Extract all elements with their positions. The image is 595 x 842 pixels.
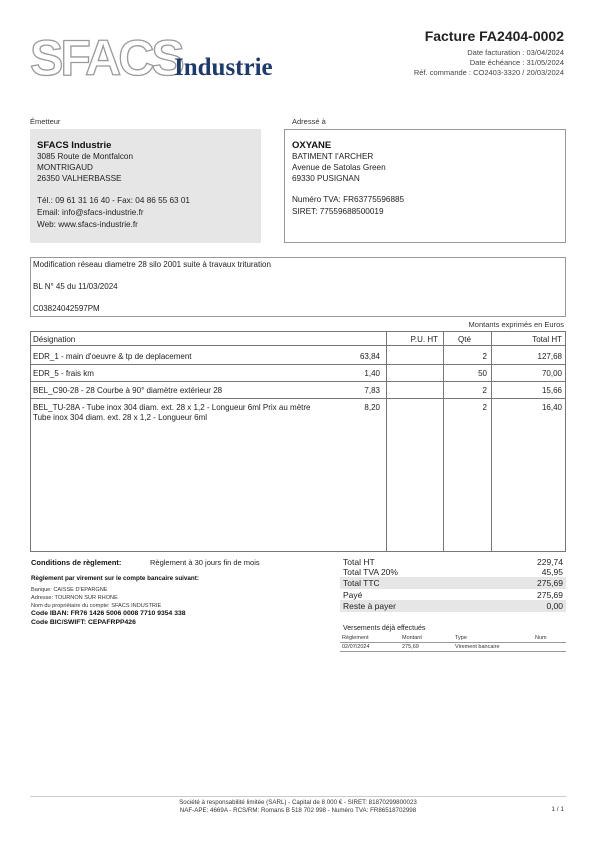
- invoice-due-date: Date échéance : 31/05/2024: [469, 58, 564, 67]
- item-unit-price: 63,84: [359, 352, 380, 361]
- company-logo: SFACS: [30, 30, 182, 86]
- payments-separator: [340, 642, 566, 643]
- emitter-city: MONTRIGAUD: [37, 163, 93, 172]
- total-ht-label: Total HT: [343, 557, 375, 567]
- recipient-tva: Numéro TVA: FR63775596885: [292, 195, 405, 204]
- total-tva-label: Total TVA 20%: [343, 567, 398, 577]
- remaining-value: 0,00: [546, 601, 563, 611]
- remaining-row: [340, 600, 566, 612]
- bank-iban: Code IBAN: FR76 1426 5006 0008 7710 9354 338: [31, 610, 186, 617]
- bank-address: Adresse: TOURNON SUR RHONE: [31, 595, 118, 601]
- remaining-label: Reste à payer: [343, 601, 396, 611]
- bank-bic: Code BIC/SWIFT: CEPAFRPP426: [31, 619, 136, 626]
- total-tva-value: 45,95: [541, 567, 563, 577]
- items-table: [30, 331, 566, 552]
- recipient-siret: SIRET: 77559688500019: [292, 207, 384, 216]
- row-divider: [31, 364, 565, 365]
- emitter-name: SFACS Industrie: [37, 140, 112, 151]
- payment-terms-value: Règlement à 30 jours fin de mois: [150, 558, 260, 567]
- emitter-postcode: 26350 VALHERBASSE: [37, 174, 122, 183]
- item-quantity: 2: [482, 386, 487, 395]
- item-quantity: 50: [478, 369, 487, 378]
- payments-title: Versements déjà effectués: [343, 625, 426, 632]
- item-quantity: 2: [482, 352, 487, 361]
- emitter-phone: Tél.: 09 61 31 16 40 - Fax: 04 86 55 63 01: [37, 196, 190, 205]
- invoice-date: Date facturation : 03/04/2024: [467, 48, 564, 57]
- item-quantity: 2: [482, 403, 487, 412]
- account-owner: Nom du propriétaire du compte: SFACS INDUSTRIE: [31, 603, 162, 609]
- payment-date: 02/07/2024: [342, 644, 370, 650]
- recipient-label: Adressé à: [292, 117, 326, 126]
- invoice-title: Facture FA2404-0002: [424, 28, 564, 44]
- item-designation: EDR_1 - main d'oeuvre & tp de deplacement: [33, 352, 192, 361]
- item-unit-price: 8,20: [364, 403, 380, 412]
- header-divider: [31, 345, 565, 346]
- order-reference: Réf. commande : CO2403-3320 / 20/03/2024: [413, 68, 564, 77]
- item-total: 127,68: [537, 352, 562, 361]
- note-delivery: BL N° 45 du 11/03/2024: [33, 282, 118, 291]
- row-divider: [31, 398, 565, 399]
- row-divider: [31, 381, 565, 382]
- currency-note: Montants exprimés en Euros: [468, 320, 564, 329]
- item-unit-price: 7,83: [364, 386, 380, 395]
- emitter-address: 3085 Route de Montfalcon: [37, 152, 134, 161]
- payment-type: Virement bancaire: [455, 644, 500, 650]
- bank-transfer-label: Règlement par virement sur le compte bancaire suivant:: [31, 575, 199, 582]
- header-unit-price: P.U. HT: [410, 335, 438, 344]
- footer-legal-line2: NAF-APE: 4669A - RCS/RM: Romans B 518 702 998 - Numéro TVA: FR86518702998: [179, 807, 417, 814]
- total-ttc-row: [340, 577, 566, 589]
- item-total: 70,00: [541, 369, 562, 378]
- payments-header-montant: Montant: [402, 635, 422, 641]
- payments-header-reglement: Règlement: [342, 635, 369, 641]
- note-reference: C03824042597PM: [33, 304, 100, 313]
- item-designation: BEL_TU-28A - Tube inox 304 diam. ext. 28 x 1,2 - Longueur 6ml Prix au mètre: [33, 403, 311, 412]
- recipient-address-street: Avenue de Satolas Green: [292, 163, 386, 172]
- footer-divider: [30, 796, 566, 797]
- total-ttc-value: 275,69: [537, 578, 563, 588]
- payments-header-num: Num: [535, 635, 547, 641]
- payments-header-type: Type: [455, 635, 467, 641]
- emitter-label: Émetteur: [30, 117, 61, 126]
- recipient-address-building: BATIMENT I'ARCHER: [292, 152, 374, 161]
- payment-amount: 275,69: [402, 644, 419, 650]
- note-description: Modification réseau diametre 28 silo 2001 suite à travaux trituration: [33, 260, 271, 269]
- item-designation: BEL_C90-28 - 28 Courbe à 90° diamètre extérieur 28: [33, 386, 223, 395]
- item-designation-detail: Tube inox 304 diam. ext. 28 x 1,2 - Longueur 6ml: [33, 413, 208, 422]
- total-ttc-label: Total TTC: [343, 578, 380, 588]
- page-number: 1 / 1: [551, 806, 564, 813]
- emitter-website[interactable]: Web: www.sfacs-industrie.fr: [37, 220, 138, 229]
- paid-value: 275,69: [537, 590, 563, 600]
- payments-separator: [340, 651, 566, 652]
- total-ht-value: 229,74: [537, 557, 563, 567]
- footer-legal-line1: Société à responsabilité limitée (SARL) - Capital de 8 000 € - SIRET: 81870299800023: [179, 799, 417, 806]
- paid-label: Payé: [343, 590, 363, 600]
- item-total: 15,66: [541, 386, 562, 395]
- item-total: 16,40: [541, 403, 562, 412]
- header-quantity: Qté: [458, 335, 471, 344]
- header-designation: Désignation: [33, 335, 76, 344]
- recipient-name: OXYANE: [292, 140, 332, 151]
- recipient-address-city: 69330 PUSIGNAN: [292, 174, 360, 183]
- bank-name: Banque: CAISSE D'EPARGNE: [31, 587, 108, 593]
- item-unit-price: 1,40: [364, 369, 380, 378]
- item-designation: EDR_5 - frais km: [33, 369, 94, 378]
- recipient-box: [284, 129, 566, 243]
- header-total: Total HT: [532, 335, 562, 344]
- emitter-box: [30, 129, 261, 243]
- invoice-notes: [30, 257, 566, 317]
- emitter-email[interactable]: Email: info@sfacs-industrie.fr: [37, 208, 144, 217]
- company-logo-subtitle: Industrie: [174, 54, 273, 81]
- payment-terms-label: Conditions de règlement:: [31, 558, 122, 567]
